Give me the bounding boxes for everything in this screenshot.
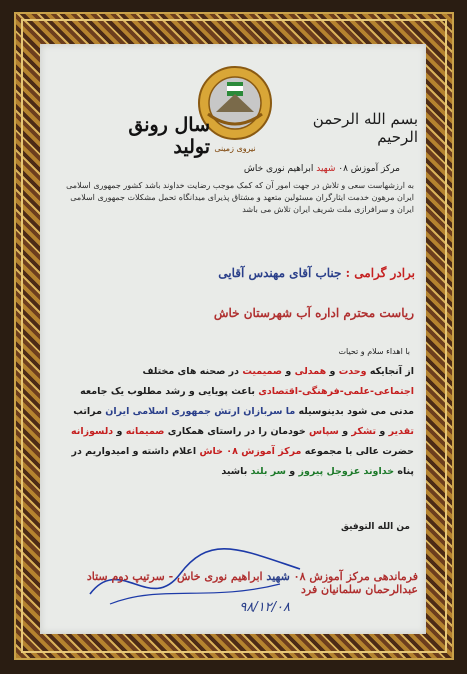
body-highlight: اجتماعی-علمی-فرهنگی-اقتصادی [258,386,414,397]
letter-body [64,362,414,482]
body-highlight: ما سربازان ارتش جمهوری اسلامی ایران [105,406,296,417]
body-text: در صحنه های مختلف [142,366,243,377]
body-line [64,442,414,462]
signatory-prefix: فرماندهی مرکز آموزش ۰۸ [289,570,418,583]
intro-paragraph: به ارزشهاست سعی و تلاش در جهت امور آن که کمک موجب رضایت خداوند باشد کشور جمهوری اسلامی ایران مرهون خدمت ایثارگران مسئولین متعهد و مشتاق پذیرای میدانگاه تحمل مشکلات جمهوری اسلامی ایران و سرافرازی ملت شریف ایران تلاش می باشد [66,181,414,214]
handwritten-date: ۹۸/۱۲/۰۸ [239,600,290,615]
body-text: پناه [394,466,414,477]
closing-phrase: من الله التوفیق [341,522,410,532]
signatory-line [48,570,418,596]
body-highlight: وحدت [338,366,367,377]
bismillah-heading: بسم الله الرحمن الرحیم [312,110,418,146]
center-prefix: مرکز آموزش ۰۸ [338,164,400,174]
body-text: از آنجایکه [366,366,414,377]
year-slogan: سال رونق تولید [128,114,210,158]
body-highlight: سپاس [308,426,339,437]
dear-label: برادر گرامی : [345,266,415,280]
body-text: اعلام داشته و امیدواریم در [71,446,200,457]
body-text: مدنی می شود بدینوسیله [295,406,414,417]
body-text: و [282,366,295,377]
body-highlight: تقدیر [388,426,414,437]
body-text: باعث پویایی و رشد مطلوب یک جامعه [80,386,259,397]
body-text: مراتب [73,406,106,417]
body-text: باشید [221,466,251,477]
body-highlight: تشکر [351,426,377,437]
body-line [64,382,414,402]
body-highlight: پیروز [298,466,324,477]
recipient-line [190,266,415,280]
body-line [64,402,414,422]
center-martyr: شهید [316,164,336,174]
body-text: و [338,426,352,437]
recipient-name: جناب آقای مهندس آقایی [218,266,342,280]
body-text: حضرت عالی با مجموعه [301,446,414,457]
signatory-rest: ابراهیم نوری خاش - سرتیپ دوم ستاد عبدالرحمان سلمانیان فرد [86,570,418,596]
greeting: با اهداء سلام و تحیات [338,347,410,356]
body-line [64,362,414,382]
body-highlight: عزوجل [326,466,361,477]
emblem-caption: نیروی زمینی [214,144,256,153]
certificate-paper [40,44,426,634]
recipient-title: ریاست محترم اداره آب شهرستان خاش [213,306,414,320]
body-line [64,462,414,482]
body-highlight: خداوند [363,466,395,477]
body-highlight: مرکز آموزش ۰۸ خاش [199,446,302,457]
signatory-martyr: شهید [266,570,290,583]
body-highlight: صمیمانه [125,426,165,437]
body-text: و [326,366,339,377]
body-text: خودمان را در راستای همکاری [164,426,309,437]
body-line [64,422,414,442]
body-highlight: بلند [250,466,268,477]
body-highlight: سر [270,466,286,477]
body-text: و [285,466,299,477]
center-name-text: ابراهیم نوری خاش [243,164,314,174]
body-text: و [376,426,389,437]
body-highlight: صمیمیت [242,366,283,377]
training-center-name [190,164,400,174]
body-text: و [113,426,126,437]
body-highlight: دلسوزانه [71,426,114,437]
body-highlight: همدلی [294,366,327,377]
